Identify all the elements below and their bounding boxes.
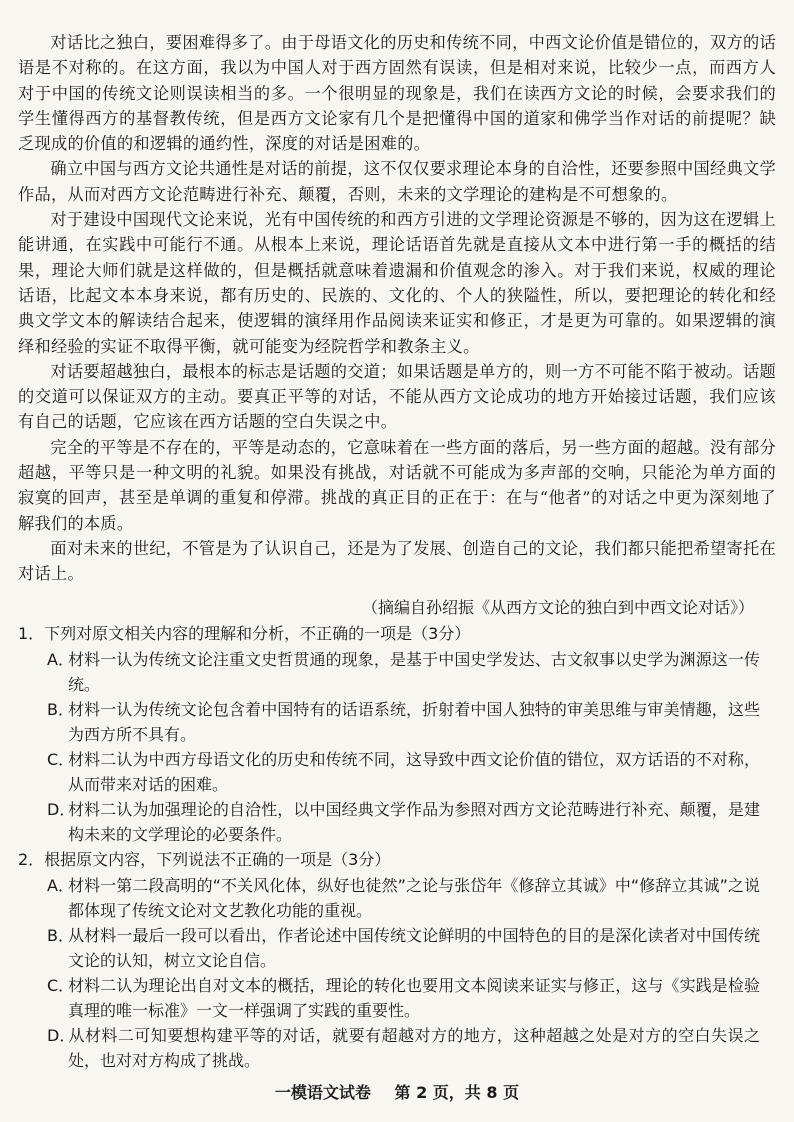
option-letter: D． [47,799,76,819]
option-b [18,697,776,747]
option-letter: B． [47,925,74,945]
question-stem: 2．根据原文内容，下列说法不正确的一项是（3分） [18,849,391,869]
option-text: 从材料二可知要想构建平等的对话，就要有超越对方的地方，这种超越之处是对方的空白失误之处，也对对方构成了挑战。 [68,1025,760,1070]
option-c [18,747,776,797]
question-2 [18,847,776,1073]
option-text: 材料一认为传统文论包含着中国特有的话语系统，折射着中国人独特的审美思维与审美情趣，这些为西方所不具有。 [68,699,760,744]
passage-paragraph: 确立中国与西方文论共通性是对话的前提，这不仅仅要求理论本身的自洽性，还要参照中国经典文学作品，从而对西方文论范畴进行补充、颠覆，否则，未来的文学理论的建构是不可想象的。 [18,159,776,204]
option-text: 材料二认为中西方母语文化的历史和传统不同，这导致中西文论价值的错位，双方话语的不对称，从而带来对话的困难。 [68,749,760,794]
option-d [18,797,776,847]
option-d [18,1023,776,1073]
option-letter: C． [47,749,75,769]
reading-passage [18,30,776,587]
option-c [18,973,776,1023]
passage-paragraph: 面对未来的世纪，不管是为了认识自己，还是为了发展、创造自己的文论，我们都只能把希望寄托在对话上。 [18,538,776,584]
question-stem: 1．下列对原文相关内容的理解和分析，不正确的一项是（3分） [18,623,471,643]
passage-paragraph: 对话比之独白，要困难得多了。由于母语文化的历史和传统不同，中西文论价值是错位的，双方的话语是不对称的。在这方面，我以为中国人对于西方固然有误读，但是相对来说，比较少一点，而西方人对于中国的传统文论则误读相当的多。一个很明显的现象是，我们在读西方文论的时候，会要求我们的学生懂得西方的基督教传统，但是西方文论家有几个是把懂得中国的道家和佛学当作对话的前提呢？缺乏现成的价值的和逻辑的通约性，深度的对话是困难的。 [18,33,776,154]
option-letter: C． [47,975,75,995]
option-a [18,647,776,697]
option-text: 材料二认为加强理论的自洽性，以中国经典文学作品为参照对西方文论范畴进行补充、颠覆，是建构未来的文学理论的必要条件。 [68,799,760,844]
page-number: 第 2 页，共 8 页 [394,1083,520,1102]
option-letter: A． [47,649,74,669]
option-text: 材料一认为传统文论注重文史哲贯通的现象，是基于中国史学发达、古文叙事以史学为渊源这一传统。 [68,649,760,694]
option-text: 材料一第二段高明的“不关风化体，纵好也徒然”之论与张岱年《修辞立其诚》中“修辞立其诚”之说都体现了传统文论对文艺教化功能的重视。 [68,875,760,920]
passage-paragraph: 对于建设中国现代文论来说，光有中国传统的和西方引进的文学理论资源是不够的，因为这在逻辑上能讲通，在实践中可能行不通。从根本上来说，理论话语首先就是直接从文本中进行第一手的概括的结果，理论大师们就是这样做的，但是概括就意味着遗漏和价值观念的渗入。对于我们来说，权威的理论话语，比起文本本身来说，都有历史的、民族的、文化的、个人的狭隘性，所以，要把理论的转化和经典文学文本的解读结合起来，使逻辑的演绎用作品阅读来证实和修正，才是更为可靠的。如果逻辑的演绎和经验的实证不取得平衡，就可能变为经院哲学和教条主义。 [18,210,776,356]
option-a [18,873,776,923]
option-letter: A． [47,875,74,895]
option-text: 材料二认为理论出自对文本的概括，理论的转化也要用文本阅读来证实与修正，这与《实践是检验真理的唯一标准》一文一样强调了实践的重要性。 [68,975,760,1020]
option-text: 从材料一最后一段可以看出，作者论述中国传统文论鲜明的中国特色的目的是深化读者对中国传统文论的认知，树立文论自信。 [68,925,760,970]
option-b [18,923,776,973]
exam-title: 一模语文试卷 [274,1083,371,1102]
page-footer [0,1080,794,1103]
question-1 [18,621,776,847]
passage-paragraph: 对话要超越独白，最根本的标志是话题的交道；如果话题是单方的，则一方不可能不陷于被动。话题的交道可以保证双方的主动。要真正平等的对话，不能从西方文论成功的地方开始接过话题，我们应该有自己的话题，它应该在西方话题的空白失误之中。 [18,361,776,432]
passage-paragraph: 完全的平等是不存在的，平等是动态的，它意味着在一些方面的落后，另一些方面的超越。没有部分超越，平等只是一种文明的礼貌。如果没有挑战，对话就不可能成为多声部的交响，只能沦为单方面的寂寞的回声，甚至是单调的重复和停滞。挑战的真正目的正在于：在与“他者”的对话之中更为深刻地了解我们的本质。 [18,437,776,533]
option-letter: D． [47,1025,76,1045]
option-letter: B． [47,699,74,719]
passage-source: （摘编自孙绍振《从西方文论的独白到中西文论对话》） [361,597,754,617]
